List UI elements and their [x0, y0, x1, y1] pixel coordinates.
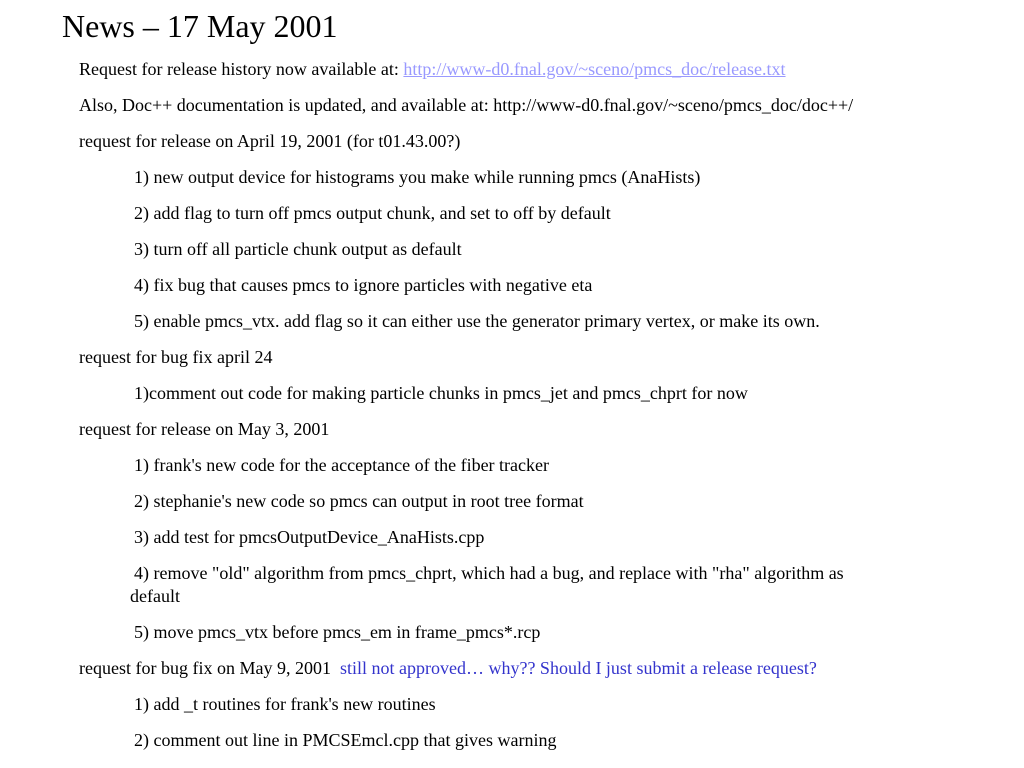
list-item: 1) add _t routines for frank's new routines — [134, 694, 436, 714]
list-item: 1) new output device for histograms you make while running pmcs (AnaHists) — [134, 167, 701, 187]
list-item: 3) turn off all particle chunk output as default — [134, 239, 462, 259]
list-item-continuation: default — [130, 586, 180, 606]
list-item: 2) add flag to turn off pmcs output chunk, and set to off by default — [134, 203, 611, 223]
list-item: 4) fix bug that causes pmcs to ignore particles with negative eta — [134, 275, 593, 295]
request-heading: request for bug fix april 24 — [79, 347, 273, 367]
release-history-link[interactable]: http://www-d0.fnal.gov/~sceno/pmcs_doc/release.txt — [403, 59, 786, 79]
page-title: News – 17 May 2001 — [62, 8, 338, 44]
list-item: 5) enable pmcs_vtx. add flag so it can either use the generator primary vertex, or make its own. — [134, 311, 820, 331]
list-item: 4) remove "old" algorithm from pmcs_chprt, which had a bug, and replace with "rha" algorithm as — [134, 563, 844, 583]
list-item: 1) frank's new code for the acceptance of the fiber tracker — [134, 455, 550, 475]
approval-note: still not approved… why?? Should I just submit a release request? — [339, 658, 817, 678]
list-item: 3) add test for pmcsOutputDevice_AnaHists.cpp — [134, 527, 485, 547]
request-heading: request for bug fix on May 9, 2001 — [79, 658, 331, 678]
request-heading-line — [79, 657, 817, 679]
list-item: 2) stephanie's new code so pmcs can output in root tree format — [134, 491, 584, 511]
release-history-text: Request for release history now available at: — [79, 59, 404, 79]
request-heading: request for release on May 3, 2001 — [79, 419, 330, 439]
release-history-line — [79, 58, 786, 80]
list-item: 2) comment out line in PMCSEmcl.cpp that gives warning — [134, 730, 557, 750]
request-heading: request for release on April 19, 2001 (for t01.43.00?) — [79, 131, 461, 151]
list-item: 1)comment out code for making particle chunks in pmcs_jet and pmcs_chprt for now — [134, 383, 748, 403]
doc-line: Also, Doc++ documentation is updated, and available at: http://www-d0.fnal.gov/~sceno/pmcs_doc/doc++/ — [79, 95, 854, 115]
list-item: 5) move pmcs_vtx before pmcs_em in frame_pmcs*.rcp — [134, 622, 541, 642]
